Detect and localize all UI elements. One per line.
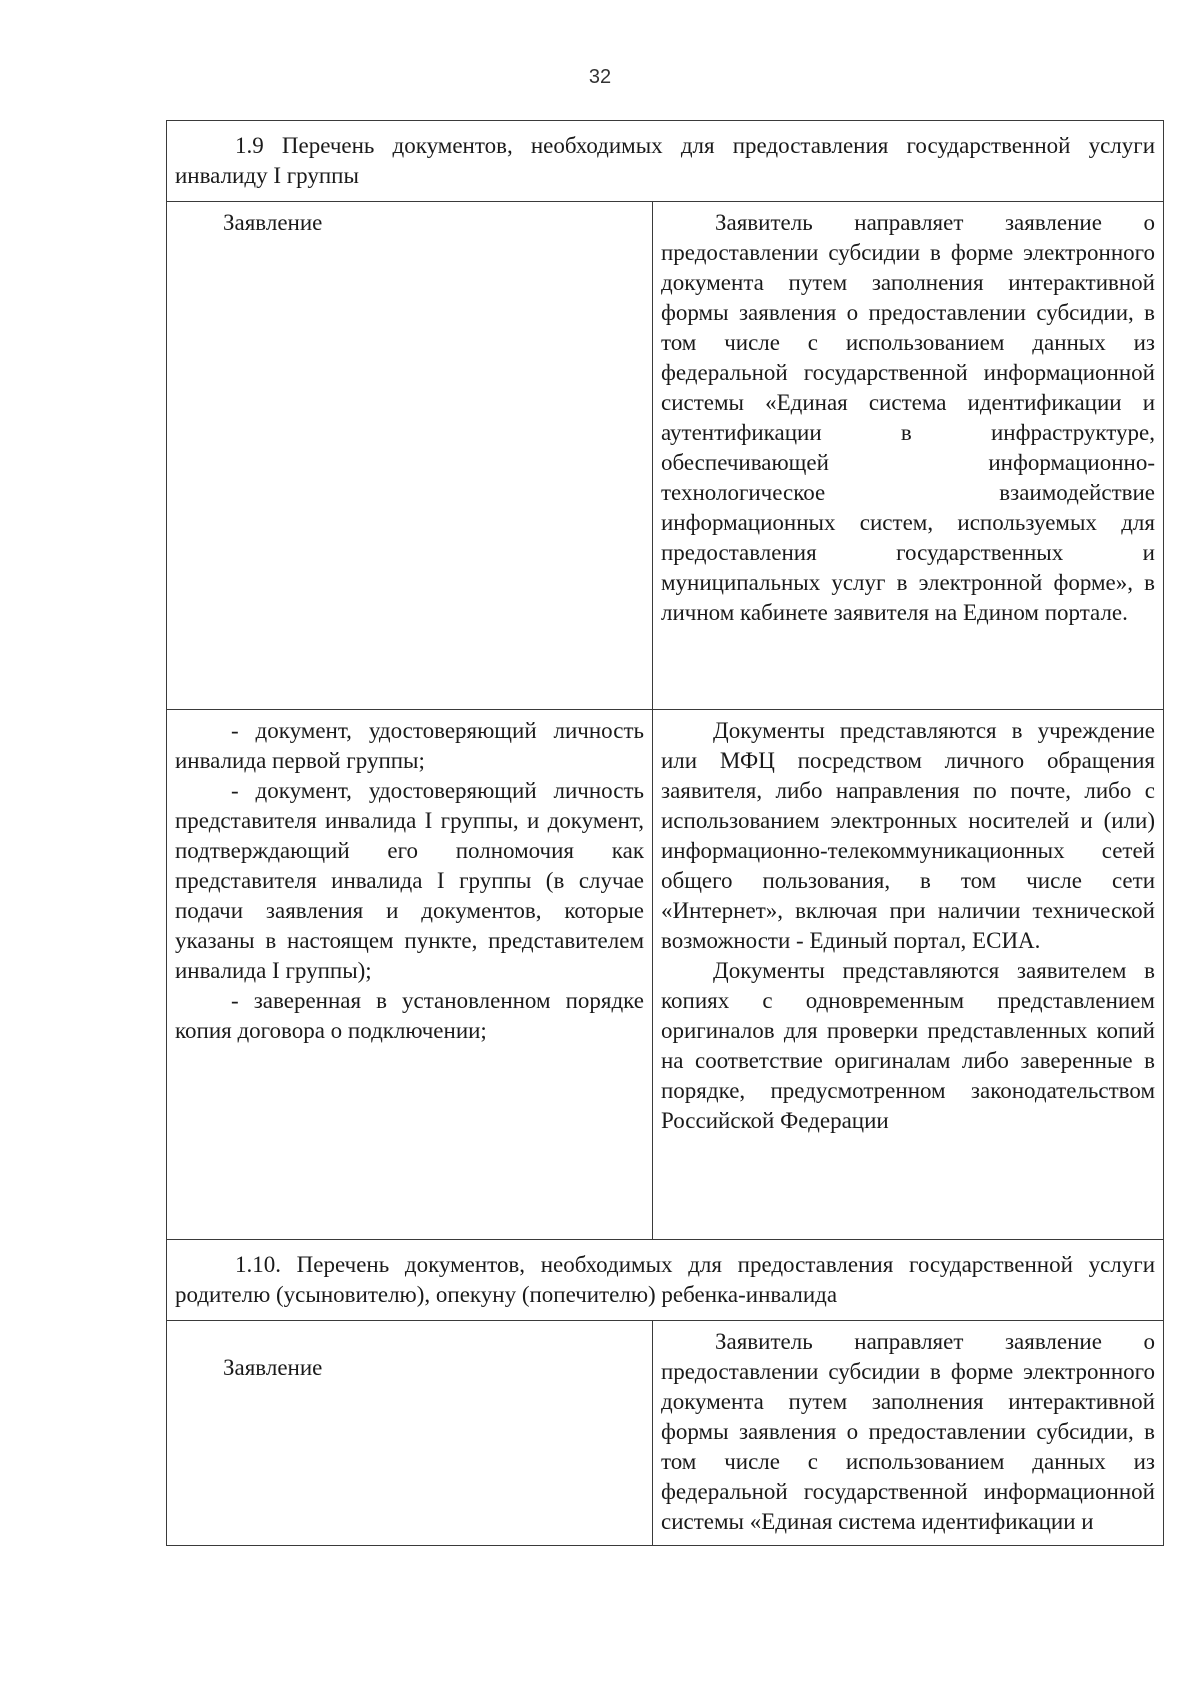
submission-paragraph: Документы представляются заявителем в копиях с одновременным представлением оригиналов для проверки представленных копий на соответствие оригиналам либо заверенные в порядке, предусмотренном законодательством Российской Федерации [661, 958, 1155, 1133]
submission-paragraph: Документы представляются в учреждение или МФЦ посредством личного обращения заявителя, либо направления по почте, либо с использованием электронных носителей и (или) информационно-телекоммуникационных сетей общего пользования, в том числе сети «Интернет», включая при наличии технической возможности - Единый портал, ЕСИА. [661, 718, 1155, 953]
section-1-9-header-row [167, 121, 1164, 202]
section-1-9-documents-row [167, 710, 1164, 1240]
section-1-10-header: 1.10. Перечень документов, необходимых для предоставления государственной услуги родителю (усыновителю), опекуну (попечителю) ребенка-инвалида [167, 1240, 1164, 1321]
application-label: Заявление [167, 202, 653, 710]
page-number: 32 [588, 66, 612, 88]
documents-table [166, 120, 1164, 1546]
section-1-9-header: 1.9 Перечень документов, необходимых для предоставления государственной услуги инвалиду I группы [167, 121, 1164, 202]
application-description: Заявитель направляет заявление о предоставлении субсидии в форме электронного документа путем заполнения интерактивной формы заявления о предоставлении субсидии, в том числе с использованием данных из федеральной государственной информационной системы «Единая система идентификации и [653, 1321, 1164, 1546]
submission-method-description [653, 710, 1164, 1240]
application-label: Заявление [167, 1321, 653, 1546]
section-1-10-application-row [167, 1321, 1164, 1546]
required-documents-list [167, 710, 653, 1240]
document-item: - заверенная в установленном порядке копия договора о подключении; [175, 988, 644, 1043]
document-item: - документ, удостоверяющий личность инвалида первой группы; [175, 718, 644, 773]
section-1-9-application-row [167, 202, 1164, 710]
document-item: - документ, удостоверяющий личность представителя инвалида I группы, и документ, подтверждающий его полномочия как представителя инвалида I группы (в случае подачи заявления и документов, которые указаны в настоящем пункте, представителем инвалида I группы); [175, 778, 644, 983]
section-1-10-header-row [167, 1240, 1164, 1321]
application-description: Заявитель направляет заявление о предоставлении субсидии в форме электронного документа путем заполнения интерактивной формы заявления о предоставлении субсидии, в том числе с использованием данных из федеральной государственной информационной системы «Единая система идентификации и аутентификации в инфраструктуре, обеспечивающей информационно-технологическое взаимодействие информационных систем, используемых для предоставления государственных и муниципальных услуг в электронной форме», в личном кабинете заявителя на Едином портале. [653, 202, 1164, 710]
